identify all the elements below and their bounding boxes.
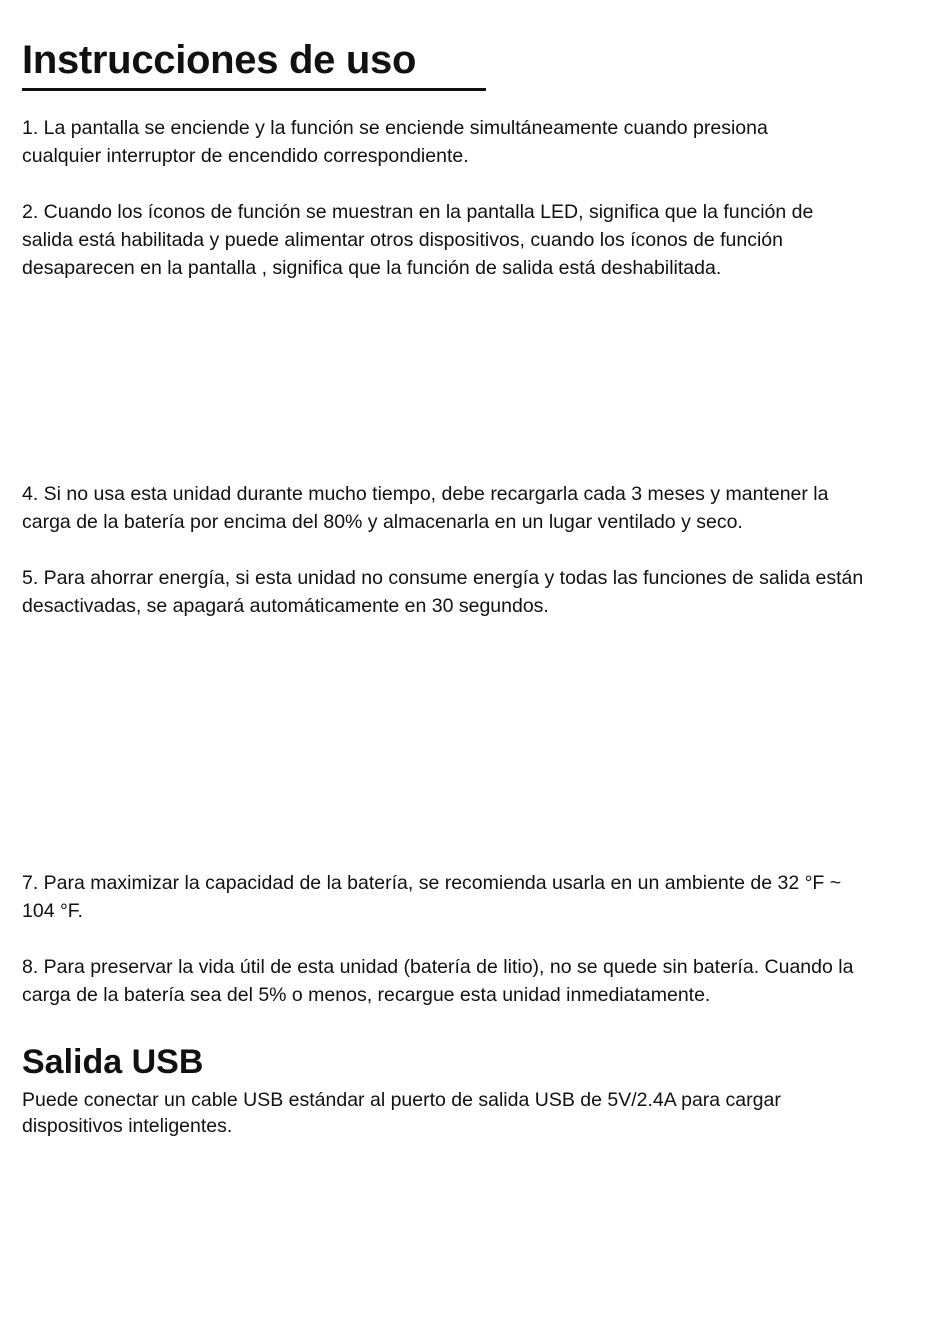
instruction-5: 5. Para ahorrar energía, si esta unidad no consume energía y todas las funciones de salida están desactivadas, se apagará automáticamente en 30 segundos. bbox=[22, 567, 864, 617]
instruction-7: 7. Para maximizar la capacidad de la batería, se recomienda usarla en un ambiente de 32 °F ~ 104 °F. bbox=[22, 872, 842, 922]
page-title: Instrucciones de uso bbox=[22, 38, 417, 82]
usb-section-title: Salida USB bbox=[22, 1043, 204, 1081]
usb-section-text: Puede conectar un cable USB estándar al puerto de salida USB de 5V/2.4A para cargar dispositivos inteligentes. bbox=[22, 1089, 781, 1137]
instruction-8: 8. Para preservar la vida útil de esta unidad (batería de litio), no se quede sin batería. Cuando la carga de la batería sea del 5% o menos, recargue esta unidad inmediatamente. bbox=[22, 956, 854, 1006]
title-underline bbox=[22, 88, 486, 91]
instruction-1: 1. La pantalla se enciende y la función se enciende simultáneamente cuando presiona cualquier interruptor de encendido correspondiente. bbox=[22, 117, 768, 167]
instruction-2: 2. Cuando los íconos de función se muestran en la pantalla LED, significa que la función de salida está habilitada y puede alimentar otros dispositivos, cuando los íconos de función desaparecen en la pantalla , significa que la función de salida está deshabilitada. bbox=[22, 201, 814, 279]
instruction-4: 4. Si no usa esta unidad durante mucho tiempo, debe recargarla cada 3 meses y mantener la carga de la batería por encima del 80% y almacenarla en un lugar ventilado y seco. bbox=[22, 483, 829, 533]
